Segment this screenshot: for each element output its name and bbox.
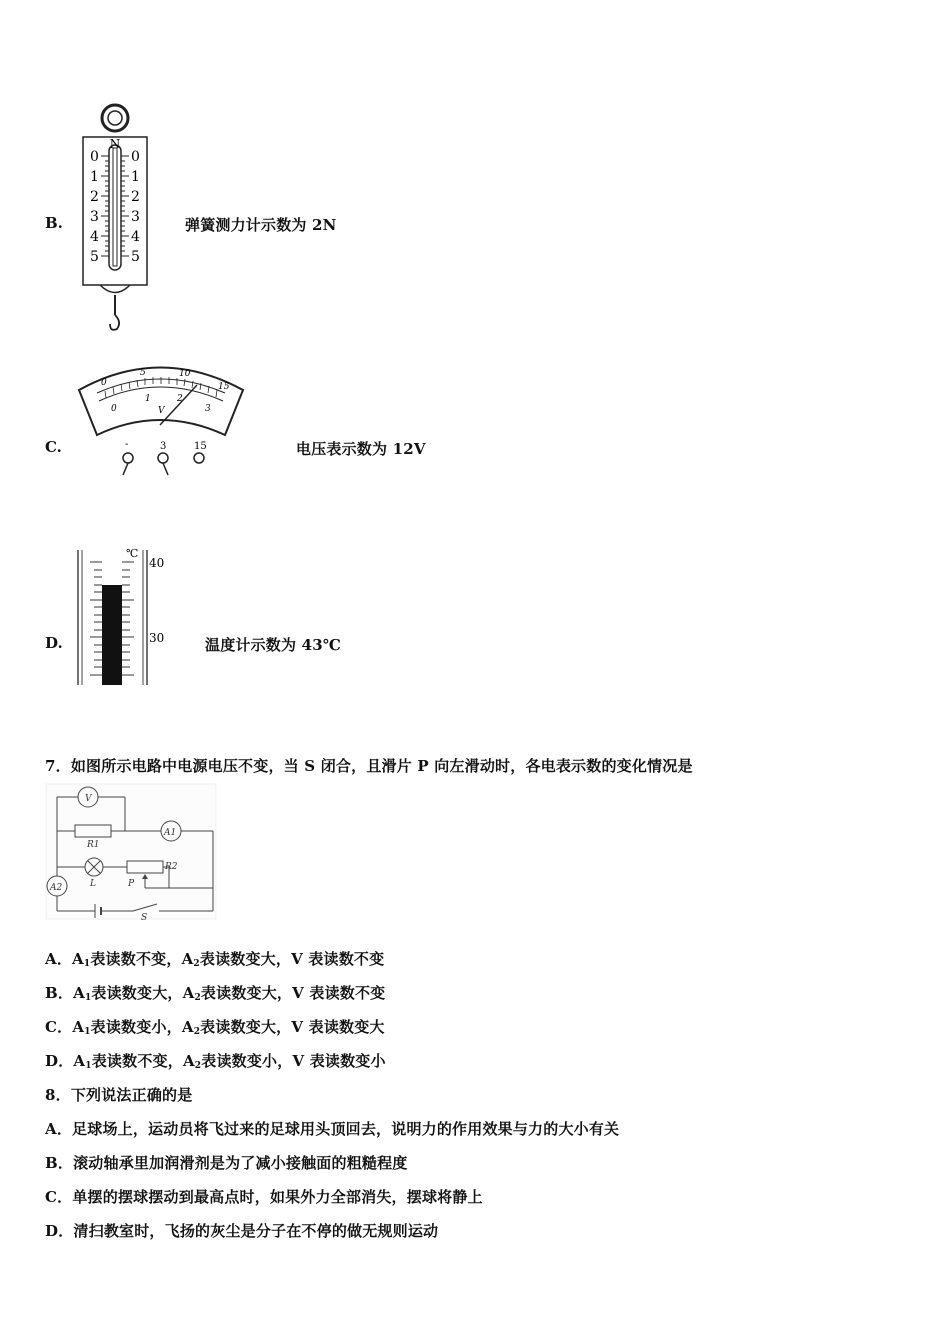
voltmeter-top-label: 0 — [101, 378, 107, 388]
spring-label-right: 0 — [131, 149, 140, 165]
circuit-r2-label: R2 — [165, 862, 178, 872]
spring-label-left: 3 — [90, 209, 99, 225]
voltmeter-bottom-label: 3 — [205, 404, 211, 414]
terminal-label-minus: - — [125, 439, 129, 450]
spring-label-left: 5 — [90, 249, 99, 265]
q7-option-a[interactable]: A．$A_1$表读数不变，$A_2$表读数变大，V 表读数不变 — [45, 950, 385, 969]
spring-label-right: 5 — [131, 249, 140, 265]
q7-option-b[interactable]: B．$A_1$表读数变大，$A_2$表读数变大，V 表读数不变 — [45, 984, 386, 1003]
q7-option-d[interactable]: D．$A_1$表读数不变，$A_2$表读数变小，V 表读数变小 — [45, 1052, 386, 1071]
terminal-label-15: 15 — [194, 441, 207, 452]
thermometer-mark-40: 40 — [149, 556, 165, 570]
q8-option-d[interactable]: D．清扫教室时，飞扬的灰尘是分子在不停的做无规则运动 — [45, 1222, 439, 1240]
option-b-text: 弹簧测力计示数为 2N — [185, 216, 337, 234]
option-b-letter: B. — [45, 214, 63, 232]
spring-label-left: 1 — [90, 169, 99, 185]
spring-label-right: 1 — [131, 169, 140, 185]
terminal-label-3: 3 — [160, 441, 167, 452]
voltmeter-unit: V — [158, 406, 165, 416]
circuit-a1-label: A1 — [164, 828, 177, 838]
option-c-text: 电压表示数为 12V — [296, 440, 426, 458]
voltmeter-top-label: 5 — [140, 368, 146, 378]
q8-option-a[interactable]: A．足球场上，运动员将飞过来的足球用头顶回去，说明力的作用效果与力的大小有关 — [45, 1120, 620, 1138]
voltmeter-bottom-label: 1 — [145, 394, 151, 404]
option-c-letter: C. — [45, 438, 62, 456]
spring-label-left: 2 — [90, 189, 99, 205]
thermometer-figure — [70, 545, 180, 690]
option-d-text: 温度计示数为 43℃ — [205, 636, 342, 654]
spring-label-right: 4 — [131, 229, 140, 245]
spring-label-right: 3 — [131, 209, 140, 225]
spring-scale-unit: N — [109, 137, 121, 151]
voltmeter-top-label: 10 — [179, 369, 191, 379]
circuit-r1-label: R1 — [87, 840, 100, 850]
circuit-diagram — [45, 783, 217, 921]
spring-scale-figure — [70, 100, 170, 335]
voltmeter-bottom-label: 2 — [177, 394, 183, 404]
thermometer-mark-30: 30 — [149, 631, 165, 645]
circuit-s-label: S — [141, 913, 148, 921]
thermometer-unit: ℃ — [126, 547, 139, 560]
circuit-l-label: L — [90, 879, 96, 889]
option-d-letter: D. — [45, 634, 63, 652]
voltmeter-bottom-label: 0 — [111, 404, 117, 414]
spring-label-right: 2 — [131, 189, 140, 205]
voltmeter-top-label: 15 — [218, 382, 230, 392]
circuit-v-label: V — [85, 794, 92, 804]
voltmeter-figure — [75, 355, 255, 480]
spring-label-left: 4 — [90, 229, 99, 245]
q8-option-c[interactable]: C．单摆的摆球摆动到最高点时，如果外力全部消失，摆球将静上 — [45, 1188, 483, 1206]
q8-stem: 8．下列说法正确的是 — [45, 1086, 193, 1104]
q8-option-b[interactable]: B．滚动轴承里加润滑剂是为了减小接触面的粗糙程度 — [45, 1154, 408, 1172]
q7-stem: 7．如图所示电路中电源电压不变，当 S 闭合，且滑片 P 向左滑动时，各电表示数的变化情况是 — [45, 757, 693, 775]
spring-label-left: 0 — [90, 149, 99, 165]
q7-option-c[interactable]: C．$A_1$表读数变小，$A_2$表读数变大，V 表读数变大 — [45, 1018, 385, 1037]
circuit-a2-label: A2 — [50, 883, 63, 893]
circuit-p-label: P — [128, 879, 135, 889]
